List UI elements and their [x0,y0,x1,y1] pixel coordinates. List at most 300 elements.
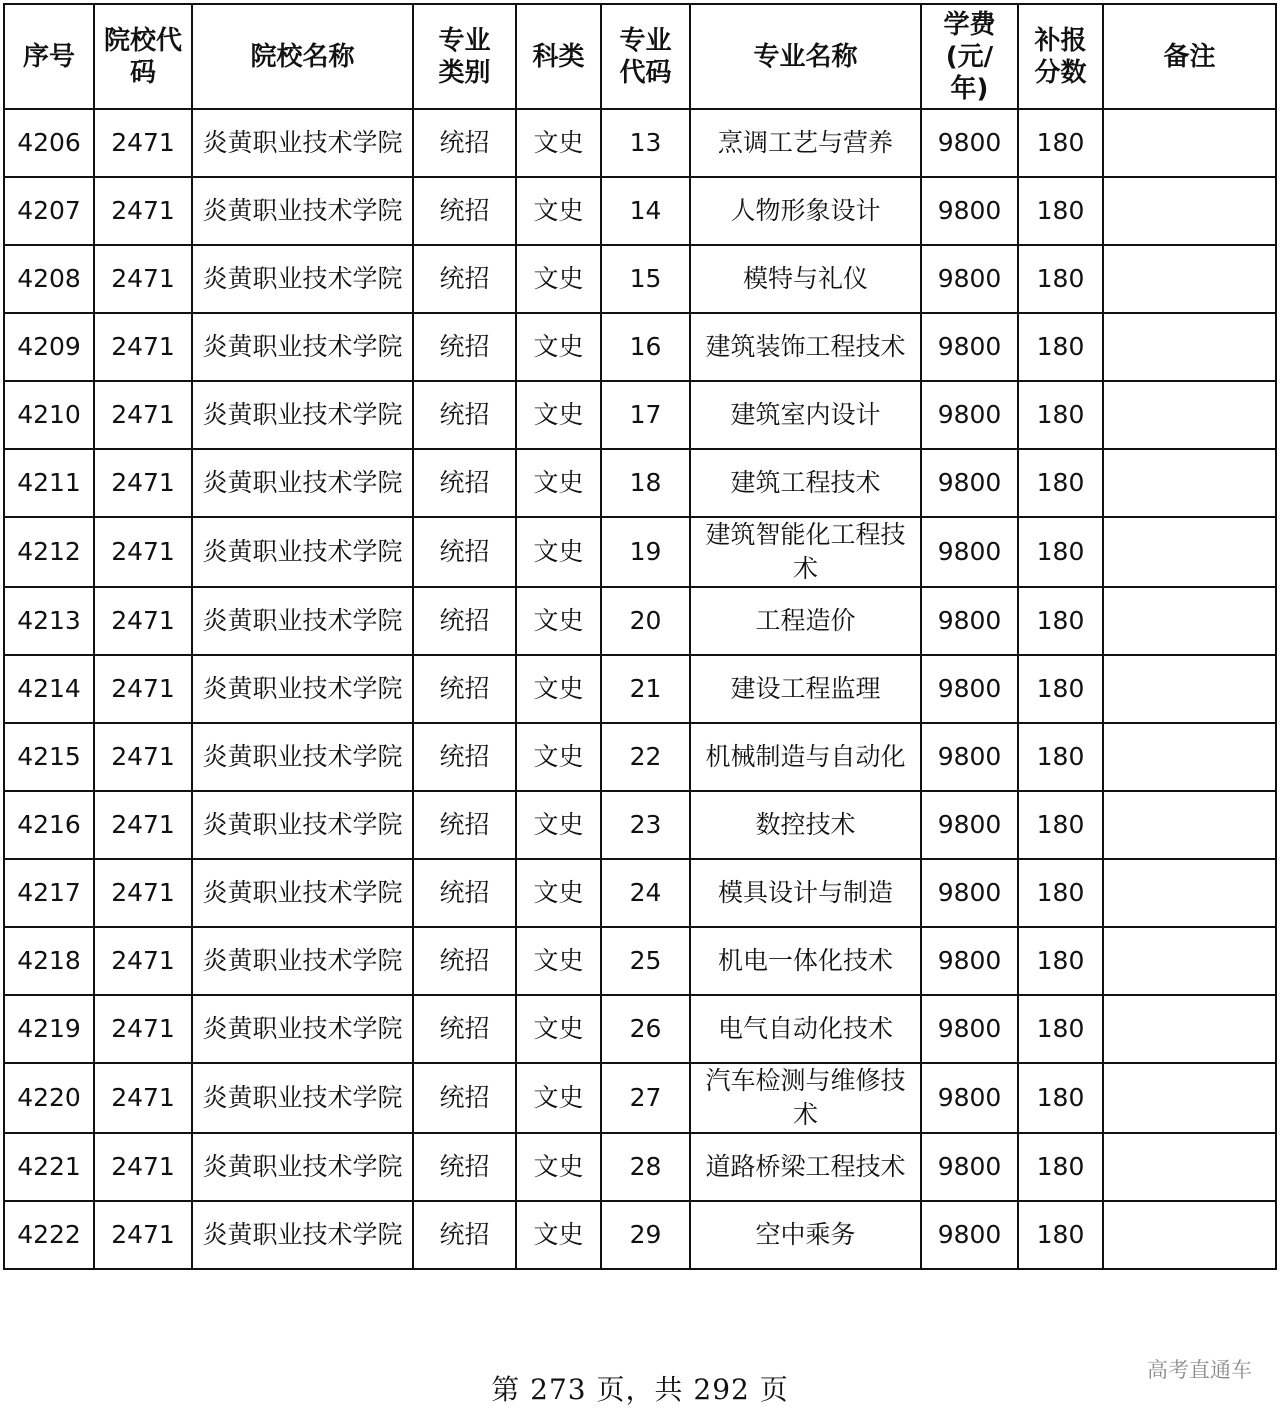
cell-tuition [921,381,1018,449]
cell-major-type-text: 统招 [439,400,490,429]
cell-tuition [921,723,1018,791]
cell-school-name [192,655,413,723]
cell-major-type [413,381,516,449]
cell-remarks [1103,587,1276,655]
table-row [4,1063,1276,1133]
cell-major-name [690,587,921,655]
cell-tuition [921,177,1018,245]
cell-major-code-text: 17 [629,400,662,429]
cell-subject [516,587,601,655]
cell-major-code-text: 18 [629,468,662,497]
cell-major-type [413,723,516,791]
cell-seq-text: 4206 [17,128,81,157]
cell-major-name-text: 电气自动化技术 [717,1014,893,1043]
cell-major-name [690,1063,921,1133]
cell-seq-text: 4222 [17,1220,81,1249]
cell-subject [516,927,601,995]
cell-major-name [690,313,921,381]
cell-tuition [921,655,1018,723]
cell-major-code [601,723,690,791]
cell-major-code-text: 13 [629,128,662,157]
cell-school-name-text: 炎黄职业技术学院 [202,878,403,907]
cell-tuition-text: 9800 [937,128,1002,157]
cell-major-type [413,1201,516,1269]
cell-remarks [1103,723,1276,791]
cell-tuition-text: 9800 [937,196,1002,225]
cell-school-code-text: 2471 [111,1220,175,1249]
cell-major-code-text: 21 [629,674,662,703]
cell-seq [4,655,94,723]
cell-major-code [601,995,690,1063]
cell-subject-text: 文史 [533,264,584,293]
cell-seq [4,177,94,245]
cell-major-type [413,177,516,245]
cell-major-code [601,449,690,517]
cell-major-code [601,517,690,587]
cell-major-type-text: 统招 [439,468,490,497]
cell-school-name-text: 炎黄职业技术学院 [202,128,403,157]
cell-seq-text: 4217 [17,878,81,907]
cell-remarks [1103,791,1276,859]
cell-tuition [921,313,1018,381]
cell-major-name-text: 建筑室内设计 [730,400,881,429]
cell-remarks [1103,859,1276,927]
header-major-code: 专业代码 [601,4,690,109]
cell-school-code-text: 2471 [111,128,175,157]
cell-school-code-text: 2471 [111,606,175,635]
cell-major-name [690,859,921,927]
cell-subject [516,791,601,859]
cell-school-name-text: 炎黄职业技术学院 [202,810,403,839]
cell-remarks [1103,449,1276,517]
header-remarks: 备注 [1103,4,1276,109]
cell-tuition [921,859,1018,927]
cell-major-type-text: 统招 [439,1014,490,1043]
cell-tuition-text: 9800 [937,810,1002,839]
table-row [4,723,1276,791]
cell-min-score [1018,927,1103,995]
cell-tuition [921,1133,1018,1201]
cell-min-score-text: 180 [1036,742,1085,771]
cell-major-name-text: 建设工程监理 [730,674,881,703]
cell-major-name [690,655,921,723]
cell-school-code [94,245,192,313]
cell-school-name [192,109,413,177]
header-min-score: 补报分数 [1018,4,1103,109]
cell-min-score [1018,587,1103,655]
cell-subject-text: 文史 [533,1083,584,1112]
cell-tuition [921,791,1018,859]
table-row [4,859,1276,927]
cell-major-code-text: 27 [629,1083,662,1112]
cell-tuition [921,517,1018,587]
cell-school-code-text: 2471 [111,810,175,839]
cell-major-code [601,313,690,381]
cell-seq [4,449,94,517]
cell-seq [4,517,94,587]
cell-major-type-text: 统招 [439,1083,490,1112]
cell-seq [4,1133,94,1201]
cell-major-type [413,245,516,313]
cell-tuition-text: 9800 [937,674,1002,703]
table-row [4,313,1276,381]
cell-seq [4,859,94,927]
table-row [4,449,1276,517]
cell-subject [516,723,601,791]
cell-subject [516,245,601,313]
cell-subject [516,177,601,245]
cell-seq-text: 4209 [17,332,81,361]
cell-remarks [1103,381,1276,449]
cell-major-name-text: 建筑工程技术 [730,468,881,497]
cell-min-score-text: 180 [1036,1220,1085,1249]
header-subject: 科类 [516,4,601,109]
cell-school-code [94,927,192,995]
cell-major-code [601,859,690,927]
cell-seq [4,381,94,449]
cell-tuition [921,927,1018,995]
cell-min-score [1018,449,1103,517]
cell-min-score [1018,245,1103,313]
cell-major-name-text: 道路桥梁工程技术 [705,1152,906,1181]
cell-min-score-text: 180 [1036,878,1085,907]
cell-school-code [94,723,192,791]
header-major-name: 专业名称 [690,4,921,109]
cell-major-type-text: 统招 [439,332,490,361]
cell-major-code-text: 29 [629,1220,662,1249]
cell-school-code [94,859,192,927]
cell-remarks [1103,1201,1276,1269]
cell-school-name [192,177,413,245]
cell-min-score-text: 180 [1036,128,1085,157]
table-body [4,109,1276,1269]
cell-school-name [192,927,413,995]
cell-tuition [921,1063,1018,1133]
cell-school-code [94,517,192,587]
cell-major-name [690,927,921,995]
cell-subject-text: 文史 [533,1014,584,1043]
cell-seq [4,1201,94,1269]
cell-major-code [601,1063,690,1133]
cell-tuition [921,449,1018,517]
cell-major-type [413,109,516,177]
cell-school-name-text: 炎黄职业技术学院 [202,332,403,361]
cell-seq [4,245,94,313]
cell-subject-text: 文史 [533,128,584,157]
cell-seq [4,927,94,995]
cell-seq-text: 4210 [17,400,81,429]
cell-school-name [192,517,413,587]
cell-school-code [94,995,192,1063]
cell-major-code-text: 26 [629,1014,662,1043]
cell-tuition-text: 9800 [937,742,1002,771]
cell-seq-text: 4213 [17,606,81,635]
cell-subject [516,449,601,517]
cell-school-name-text: 炎黄职业技术学院 [202,1220,403,1249]
cell-major-type-text: 统招 [439,196,490,225]
cell-school-name [192,313,413,381]
cell-major-name-text: 空中乘务 [755,1220,856,1249]
table-header-row [4,4,1276,109]
cell-seq [4,995,94,1063]
cell-min-score [1018,517,1103,587]
cell-major-name [690,381,921,449]
cell-school-code-text: 2471 [111,196,175,225]
cell-tuition-text: 9800 [937,1152,1002,1181]
cell-tuition-text: 9800 [937,1083,1002,1112]
header-tuition: 学费(元/年) [921,4,1018,109]
cell-subject-text: 文史 [533,606,584,635]
cell-tuition-text: 9800 [937,878,1002,907]
cell-major-name-text: 机电一体化技术 [717,946,893,975]
cell-major-code-text: 15 [629,264,662,293]
cell-major-type [413,517,516,587]
cell-school-name [192,791,413,859]
cell-school-name [192,245,413,313]
cell-min-score [1018,1063,1103,1133]
cell-school-code-text: 2471 [111,946,175,975]
cell-seq-text: 4212 [17,537,81,566]
cell-min-score-text: 180 [1036,468,1085,497]
cell-major-type [413,655,516,723]
cell-remarks [1103,313,1276,381]
cell-min-score-text: 180 [1036,1152,1085,1181]
header-school-code: 院校代码 [94,4,192,109]
cell-major-name-text: 模特与礼仪 [742,264,868,293]
cell-seq [4,791,94,859]
cell-school-name-text: 炎黄职业技术学院 [202,1152,403,1181]
cell-major-type-text: 统招 [439,878,490,907]
cell-school-name-text: 炎黄职业技术学院 [202,742,403,771]
cell-major-code-text: 16 [629,332,662,361]
cell-school-name [192,859,413,927]
cell-school-code-text: 2471 [111,400,175,429]
cell-major-code [601,587,690,655]
cell-school-name [192,587,413,655]
cell-remarks [1103,1133,1276,1201]
cell-min-score-text: 180 [1036,810,1085,839]
cell-major-type [413,859,516,927]
cell-major-name-text: 烹调工艺与营养 [717,128,893,157]
cell-min-score-text: 180 [1036,537,1085,566]
cell-subject-text: 文史 [533,1220,584,1249]
cell-remarks [1103,1063,1276,1133]
cell-min-score [1018,1201,1103,1269]
cell-school-code [94,1063,192,1133]
cell-seq-text: 4221 [17,1152,81,1181]
cell-tuition-text: 9800 [937,264,1002,293]
cell-major-code [601,245,690,313]
cell-tuition-text: 9800 [937,1014,1002,1043]
cell-major-name [690,109,921,177]
cell-subject-text: 文史 [533,946,584,975]
cell-tuition-text: 9800 [937,1220,1002,1249]
cell-major-code [601,381,690,449]
cell-school-name [192,381,413,449]
cell-min-score-text: 180 [1036,400,1085,429]
cell-min-score [1018,655,1103,723]
cell-seq-text: 4215 [17,742,81,771]
cell-min-score [1018,1133,1103,1201]
cell-min-score-text: 180 [1036,1083,1085,1112]
cell-major-type [413,995,516,1063]
cell-major-type [413,1133,516,1201]
cell-min-score [1018,109,1103,177]
cell-tuition [921,587,1018,655]
cell-major-type [413,313,516,381]
cell-school-code [94,381,192,449]
cell-major-name-text: 建筑智能化工程技术 [705,520,906,583]
cell-school-name-text: 炎黄职业技术学院 [202,196,403,225]
cell-tuition-text: 9800 [937,400,1002,429]
cell-major-type-text: 统招 [439,674,490,703]
cell-major-name [690,1201,921,1269]
cell-min-score-text: 180 [1036,674,1085,703]
cell-school-code-text: 2471 [111,468,175,497]
cell-major-name-text: 人物形象设计 [730,196,881,225]
cell-tuition-text: 9800 [937,468,1002,497]
cell-tuition-text: 9800 [937,606,1002,635]
cell-min-score [1018,995,1103,1063]
cell-major-code [601,109,690,177]
cell-seq [4,587,94,655]
cell-major-type [413,587,516,655]
cell-school-name-text: 炎黄职业技术学院 [202,606,403,635]
cell-min-score-text: 180 [1036,1014,1085,1043]
cell-subject-text: 文史 [533,878,584,907]
cell-subject-text: 文史 [533,742,584,771]
cell-min-score-text: 180 [1036,332,1085,361]
cell-major-name-text: 数控技术 [755,810,856,839]
table-row [4,177,1276,245]
cell-major-type-text: 统招 [439,537,490,566]
cell-school-code [94,1201,192,1269]
cell-school-name [192,449,413,517]
cell-school-code [94,655,192,723]
table-row [4,245,1276,313]
cell-seq [4,723,94,791]
admission-table [3,3,1277,1270]
cell-subject-text: 文史 [533,537,584,566]
cell-subject [516,859,601,927]
cell-subject [516,1133,601,1201]
cell-subject-text: 文史 [533,468,584,497]
cell-major-name-text: 模具设计与制造 [717,878,893,907]
cell-subject [516,1201,601,1269]
cell-tuition [921,995,1018,1063]
cell-seq-text: 4214 [17,674,81,703]
cell-major-type-text: 统招 [439,128,490,157]
cell-tuition [921,1201,1018,1269]
cell-tuition-text: 9800 [937,537,1002,566]
cell-major-name-text: 建筑装饰工程技术 [705,332,906,361]
cell-min-score [1018,859,1103,927]
cell-school-name [192,1133,413,1201]
cell-subject [516,313,601,381]
cell-subject [516,381,601,449]
cell-major-code-text: 28 [629,1152,662,1181]
cell-major-type-text: 统招 [439,1220,490,1249]
cell-major-code-text: 20 [629,606,662,635]
cell-major-type-text: 统招 [439,1152,490,1181]
cell-school-name [192,723,413,791]
cell-school-code [94,313,192,381]
table-row [4,381,1276,449]
cell-major-code-text: 14 [629,196,662,225]
cell-min-score [1018,177,1103,245]
cell-school-name-text: 炎黄职业技术学院 [202,400,403,429]
cell-major-name [690,791,921,859]
cell-school-code-text: 2471 [111,742,175,771]
cell-remarks [1103,927,1276,995]
cell-major-name [690,1133,921,1201]
cell-major-code [601,1201,690,1269]
table-row [4,517,1276,587]
cell-major-type [413,927,516,995]
table-row [4,587,1276,655]
cell-subject-text: 文史 [533,810,584,839]
cell-remarks [1103,995,1276,1063]
cell-major-code [601,927,690,995]
cell-subject [516,109,601,177]
cell-major-name [690,177,921,245]
cell-major-code-text: 24 [629,878,662,907]
cell-remarks [1103,109,1276,177]
cell-major-name [690,449,921,517]
cell-school-name-text: 炎黄职业技术学院 [202,1014,403,1043]
cell-major-type-text: 统招 [439,810,490,839]
cell-remarks [1103,655,1276,723]
cell-school-name-text: 炎黄职业技术学院 [202,674,403,703]
cell-major-code-text: 25 [629,946,662,975]
cell-tuition [921,109,1018,177]
cell-school-code-text: 2471 [111,1152,175,1181]
cell-school-code [94,177,192,245]
cell-major-name-text: 机械制造与自动化 [705,742,906,771]
table-row [4,995,1276,1063]
cell-major-name [690,517,921,587]
cell-subject-text: 文史 [533,332,584,361]
cell-school-name-text: 炎黄职业技术学院 [202,264,403,293]
header-seq: 序号 [4,4,94,109]
cell-min-score [1018,791,1103,859]
cell-subject [516,1063,601,1133]
cell-min-score-text: 180 [1036,196,1085,225]
cell-major-code [601,655,690,723]
cell-remarks [1103,177,1276,245]
cell-seq-text: 4211 [17,468,81,497]
cell-seq-text: 4207 [17,196,81,225]
cell-seq [4,1063,94,1133]
cell-seq-text: 4208 [17,264,81,293]
cell-tuition [921,245,1018,313]
cell-school-code-text: 2471 [111,332,175,361]
cell-school-name [192,995,413,1063]
cell-school-code-text: 2471 [111,537,175,566]
cell-seq-text: 4219 [17,1014,81,1043]
cell-major-name [690,723,921,791]
cell-major-code-text: 19 [629,537,662,566]
cell-school-code-text: 2471 [111,1083,175,1112]
cell-subject-text: 文史 [533,400,584,429]
cell-major-type-text: 统招 [439,742,490,771]
cell-major-code-text: 22 [629,742,662,771]
cell-school-code-text: 2471 [111,264,175,293]
cell-min-score-text: 180 [1036,946,1085,975]
cell-school-code-text: 2471 [111,878,175,907]
table-row [4,109,1276,177]
table-row [4,927,1276,995]
